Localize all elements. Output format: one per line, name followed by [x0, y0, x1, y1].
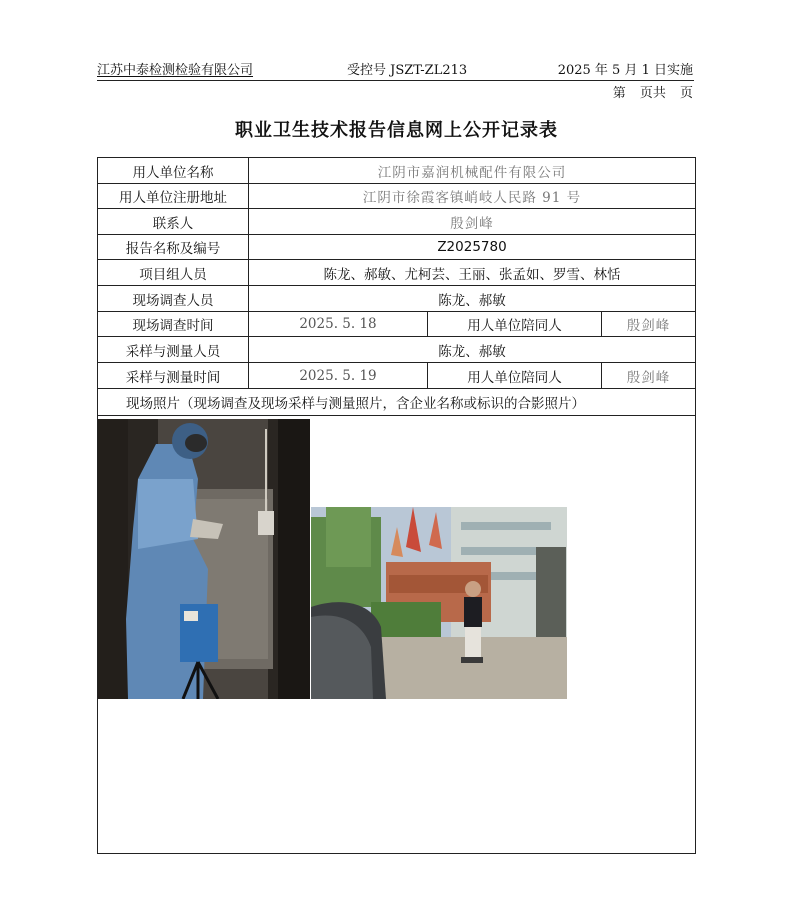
- header-control-number: 受控号 JSZT-ZL213: [347, 63, 468, 78]
- sampling-time-label: 采样与测量时间: [98, 363, 249, 388]
- row-team: [98, 260, 695, 286]
- page-title: 职业卫生技术报告信息网上公开记录表: [235, 120, 558, 141]
- employer-name-label: 用人单位名称: [98, 158, 249, 183]
- header-rule: [97, 80, 694, 81]
- row-contact: [98, 209, 695, 235]
- row-sampling-time: [98, 363, 695, 389]
- team-members: 陈龙、郝敏、尤柯芸、王丽、张孟如、罗雪、林恬: [323, 266, 621, 283]
- row-photos-caption: [98, 389, 695, 416]
- report-label: 报告名称及编号: [98, 235, 249, 259]
- survey-staff-value: 陈龙、郝敏: [438, 292, 506, 309]
- contact-value: 殷剑峰: [450, 215, 494, 232]
- header-company: 江苏中泰检测检验有限公司: [97, 63, 254, 78]
- sampling-staff-value: 陈龙、郝敏: [438, 343, 506, 360]
- team-label: 项目组人员: [98, 260, 249, 285]
- sampling-escort-label: 用人单位陪同人: [428, 363, 602, 388]
- sampling-escort-value: 殷剑峰: [626, 369, 671, 386]
- row-employer-address: [98, 184, 695, 209]
- header-page-indicator: 第 页共 页: [612, 86, 693, 101]
- row-sampling-staff: [98, 337, 695, 363]
- sampling-photo: [98, 419, 310, 699]
- survey-time-label: 现场调查时间: [98, 312, 249, 336]
- photos-label: 现场照片（现场调查及现场采样与测量照片，含企业名称或标识的合影照片）: [126, 396, 585, 412]
- employer-address-value: 江阴市徐霞客镇峭岐人民路 91 号: [362, 190, 582, 206]
- row-survey-staff: [98, 286, 695, 312]
- sampling-staff-label: 采样与测量人员: [98, 337, 249, 362]
- employer-address-label: 用人单位注册地址: [98, 184, 249, 208]
- sampling-time-value: 2025. 5. 19: [249, 363, 428, 388]
- contact-label: 联系人: [98, 209, 249, 234]
- survey-staff-label: 现场调查人员: [98, 286, 249, 311]
- record-table: [97, 157, 696, 854]
- row-report: [98, 235, 695, 260]
- header-effective-date: 2025 年 5 月 1 日实施: [557, 63, 693, 78]
- survey-time-value: 2025. 5. 18: [249, 312, 428, 336]
- survey-escort-value: 殷剑峰: [626, 318, 671, 334]
- report-number: Z2025780: [437, 239, 507, 255]
- row-survey-time: [98, 312, 695, 337]
- employer-name-value: 江阴市嘉润机械配件有限公司: [377, 164, 567, 181]
- company-group-photo: [311, 507, 567, 699]
- row-employer-name: [98, 158, 695, 184]
- survey-escort-label: 用人单位陪同人: [428, 312, 602, 336]
